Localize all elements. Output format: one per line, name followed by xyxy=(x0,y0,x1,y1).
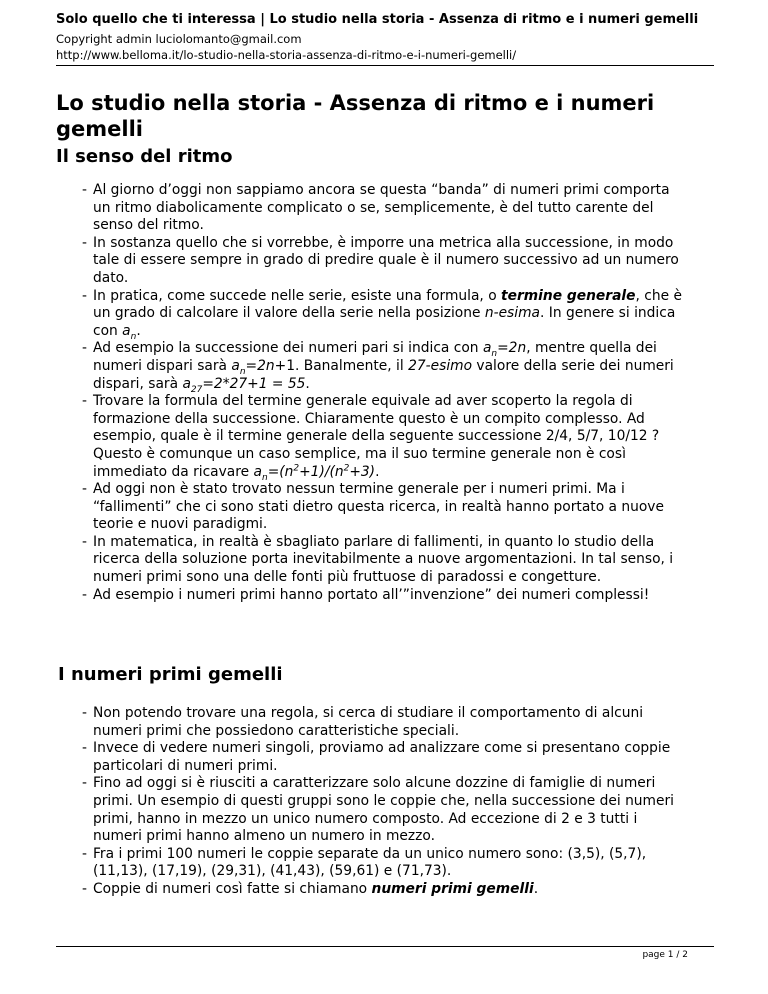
list-item-text: Fino ad oggi si è riusciti a caratterizzare solo alcune dozzine di famiglie di numeri primi. Un esempio di questi gruppi sono le coppie che, nella successione dei numeri primi, hanno in mezzo un unico numero composto. Ad eccezione di 2 e 3 tutti i numeri primi hanno almeno un numero in mezzo. xyxy=(93,775,674,845)
list-item xyxy=(56,340,688,393)
list-item xyxy=(56,235,688,288)
header-copyright: Copyright admin luciolomanto@gmail.com xyxy=(56,32,302,46)
footer-divider xyxy=(56,946,714,947)
list-dash: - xyxy=(82,182,87,198)
list-dash: - xyxy=(82,340,87,357)
list-item-text: Trovare la formula del termine generale equivale ad aver scoperto la regola di formazione della successione. Chiaramente questo è un compito complesso. Ad esempio, quale è il termine generale della seguente successione 2/4, 5/7, 10/12 ? Questo è comunque un caso semplice, ma il suo termine generale non è così immediato da ricavare $a_n=(n^2+1)/(n^2+3)$. xyxy=(93,393,660,483)
list-dash: - xyxy=(82,234,87,251)
list-item-text: In matematica, in realtà è sbagliato parlare di fallimenti, in quanto lo studio della ricerca della soluzione porta inevitabilmente a nuove argomentazioni. In tal senso, i numeri primi sono una delle fonti più fruttuose di paradossi e congetture. xyxy=(93,533,674,586)
list-dash: - xyxy=(82,533,87,550)
section-heading-gemelli: I numeri primi gemelli xyxy=(58,664,283,685)
list-dash: - xyxy=(82,287,87,304)
list-item xyxy=(56,775,688,845)
page-title: Lo studio nella storia - Assenza di ritmo e i numeri gemelli xyxy=(56,91,655,141)
bullet-list-ritmo xyxy=(56,182,688,604)
list-item-text: Fra i primi 100 numeri le coppie separate da un unico numero sono: (3,5), (5,7), (11,13), (17,19), (29,31), (41,43), (59,61) e (71,73). xyxy=(93,845,647,880)
list-item xyxy=(56,288,688,341)
list-item-text: In pratica, come succede nelle serie, esiste una formula, o termine generale, che è un grado di calcolare il valore della serie nella posizione n-esima. In genere si indica con $a_n$. xyxy=(93,287,682,342)
list-dash: - xyxy=(82,481,87,498)
list-item xyxy=(56,881,688,899)
list-item xyxy=(56,182,688,235)
list-item-text: In sostanza quello che si vorrebbe, è imporre una metrica alla successione, in modo tale di essere sempre in grado di predire quale è il numero successivo ad un numero dato. xyxy=(93,234,679,286)
bullet-list-gemelli xyxy=(56,705,688,899)
header-divider xyxy=(56,65,714,66)
list-item-text: Ad oggi non è stato trovato nessun termine generale per i numeri primi. Ma i “fallimenti” che ci sono stati dietro questa ricerca, in realtà hanno portato a nuove teorie e nuovi paradigmi. xyxy=(93,481,664,533)
list-item xyxy=(56,393,688,481)
list-item-text: Non potendo trovare una regola, si cerca di studiare il comportamento di alcuni numeri primi che possiedono caratteristiche speciali. xyxy=(93,705,644,739)
list-item-text: Coppie di numeri così fatte si chiamano numeri primi gemelli. xyxy=(93,880,539,897)
list-dash: - xyxy=(82,586,87,603)
page-number: page 1 / 2 xyxy=(642,950,688,960)
list-dash: - xyxy=(82,393,87,410)
header-title: Solo quello che ti interessa | Lo studio nella storia - Assenza di ritmo e i numeri gemelli xyxy=(56,12,699,27)
list-item xyxy=(56,705,688,740)
list-dash: - xyxy=(82,705,87,721)
list-item xyxy=(56,534,688,587)
list-item xyxy=(56,846,688,881)
list-dash: - xyxy=(82,740,87,757)
list-dash: - xyxy=(82,880,87,897)
list-item-text: Al giorno d’oggi non sappiamo ancora se questa “banda” di numeri primi comporta un ritmo diabolicamente complicato o se, semplicemente, è del tutto carente del senso del ritmo. xyxy=(93,182,670,234)
list-dash: - xyxy=(82,775,87,792)
list-item-text: Ad esempio i numeri primi hanno portato all’”invenzione” dei numeri complessi! xyxy=(93,586,650,603)
list-item-text: Invece di vedere numeri singoli, proviamo ad analizzare come si presentano coppie particolari di numeri primi. xyxy=(93,740,671,774)
header-url: http://www.belloma.it/lo-studio-nella-storia-assenza-di-ritmo-e-i-numeri-gemelli/ xyxy=(56,48,517,62)
list-item-text: Ad esempio la successione dei numeri pari si indica con $a_n=2n$, mentre quella dei numeri dispari sarà $a_n=2n+1$. Banalmente, il 27-esimo valore della serie dei numeri dispari, sarà $a_{27}=2*27+1 = 55$. xyxy=(93,340,674,395)
section-heading-ritmo: Il senso del ritmo xyxy=(56,146,233,167)
list-item xyxy=(56,481,688,534)
list-item xyxy=(56,587,688,605)
list-dash: - xyxy=(82,845,87,862)
list-item xyxy=(56,740,688,775)
